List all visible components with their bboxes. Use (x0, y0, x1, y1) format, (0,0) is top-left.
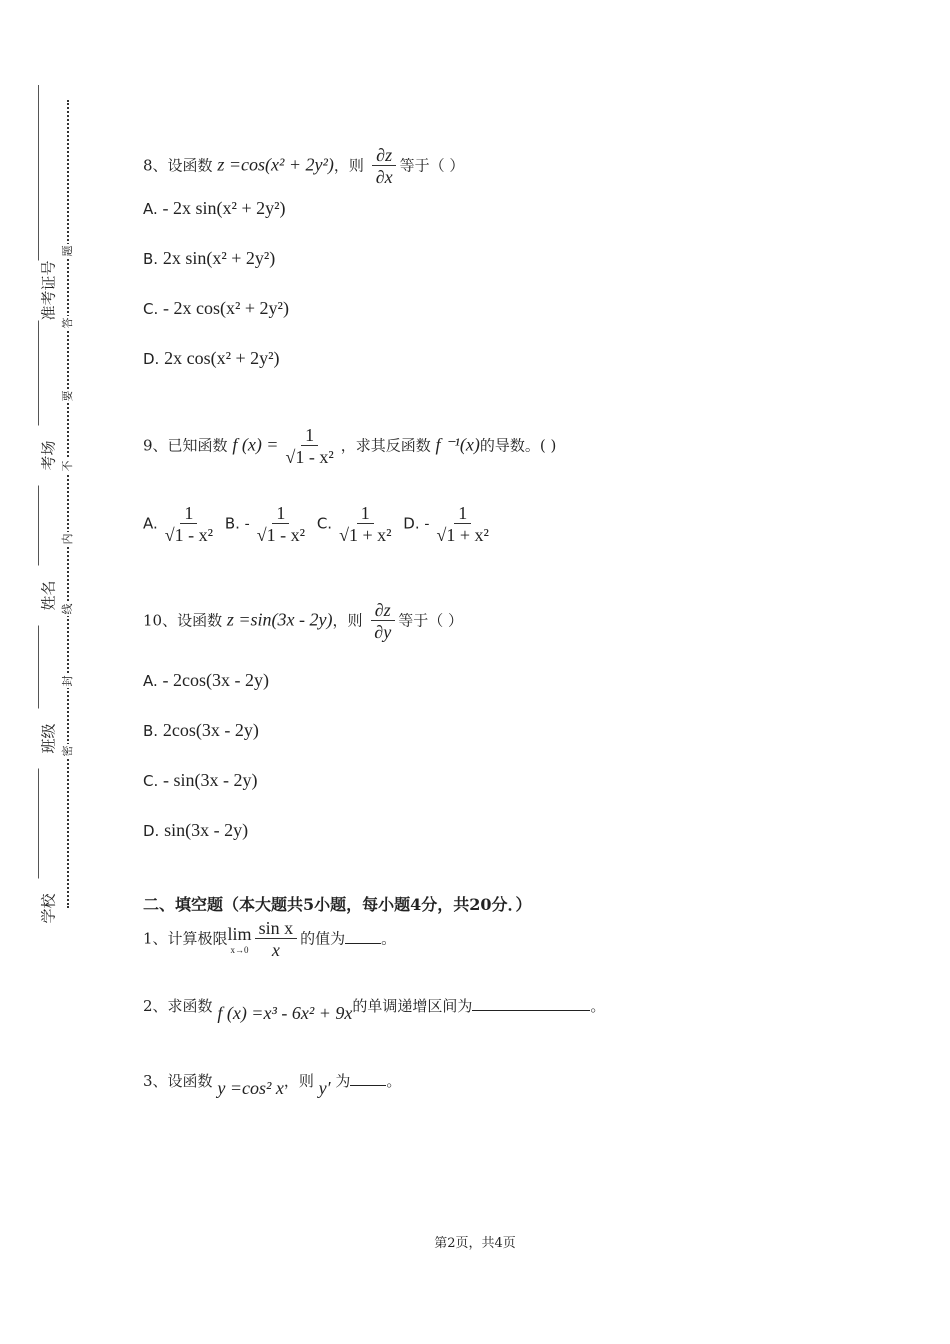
option-label: A. (143, 514, 158, 533)
option-label: D. (143, 350, 160, 368)
formula: y′ (318, 1078, 331, 1098)
denominator: √1 - x² (256, 525, 306, 545)
option-expr: 2cos(3x - 2y) (162, 720, 259, 740)
binding-line (38, 85, 39, 925)
sign: - (244, 514, 250, 533)
denominator: ∂y (374, 622, 392, 642)
numerator: ∂z (371, 600, 395, 621)
formula: f (x) =x³ - 6x² + 9x (217, 1003, 353, 1023)
sign: - (424, 514, 430, 533)
formula: y =cos² x (217, 1078, 284, 1098)
fraction (253, 503, 309, 546)
formula: f (x) = (232, 434, 279, 455)
q8-option-b (143, 248, 275, 269)
page-footer: 第2页，共4页 (434, 1236, 516, 1251)
formula: f ⁻¹(x) (435, 434, 480, 455)
q8-option-c (143, 298, 289, 319)
q-text: 10、设函数 (143, 611, 223, 630)
q-text: 的值为 (300, 929, 346, 948)
fraction (335, 503, 395, 546)
option-label: B. (224, 514, 240, 533)
numerator: 1 (301, 425, 318, 446)
denominator: √1 - x² (285, 447, 334, 467)
formula: z =cos(x² + 2y²) (217, 154, 334, 175)
q-text: 为 (335, 1072, 351, 1090)
limit (228, 924, 252, 955)
section-heading: 二、填空题（本大题共5小题，每小题4分，共20分．） (143, 895, 532, 914)
question-10 (143, 600, 463, 643)
seal-char: 密 (61, 745, 74, 757)
question-8 (143, 145, 464, 188)
q10-option-c (143, 770, 258, 791)
question-9 (143, 425, 556, 468)
q10-option-a (143, 670, 269, 691)
q-text: 。 (386, 1072, 402, 1090)
seal-char: 内 (61, 533, 74, 545)
q8-option-d (143, 348, 280, 369)
q-text: ，则 (333, 156, 364, 175)
fraction (370, 600, 395, 643)
option-label: C. (143, 300, 159, 318)
q-text: 等于（ ） (398, 611, 463, 630)
seal-char: 答 (61, 317, 74, 329)
option-label: B. (143, 722, 159, 740)
q8-option-a (143, 198, 285, 219)
q-text: 8、设函数 (143, 156, 213, 175)
q-text: 等于（ ） (399, 156, 465, 175)
lim: lim (227, 924, 252, 944)
answer-blank[interactable] (472, 996, 590, 1011)
denominator: x (271, 940, 280, 960)
option-expr: - 2x cos(x² + 2y²) (163, 298, 289, 318)
label-exam-room: 考场 (38, 426, 59, 486)
label-school: 学校 (38, 879, 59, 939)
option-label: D. (143, 822, 160, 840)
label-exam-number: 准考证号 (39, 260, 58, 321)
numerator: 1 (272, 503, 289, 524)
option-label: C. (143, 772, 159, 790)
q-text: 的导数。( ) (479, 436, 557, 455)
option-expr: 2x sin(x² + 2y²) (162, 248, 276, 268)
seal-char: 要 (61, 390, 74, 402)
fill-1 (143, 918, 396, 961)
fraction (372, 145, 397, 188)
option-expr: - 2x sin(x² + 2y²) (162, 198, 286, 218)
fraction (255, 918, 298, 961)
q-text: 1、计算极限 (143, 929, 228, 948)
q-text: 2、求函数 (143, 997, 213, 1015)
answer-blank[interactable] (345, 929, 381, 944)
denominator: √1 + x² (436, 525, 489, 545)
option-expr: - 2cos(3x - 2y) (162, 670, 270, 690)
seal-char: 不 (61, 460, 74, 472)
numerator: 1 (454, 503, 471, 524)
q-text: 的单调递增区间为 (352, 997, 473, 1015)
seal-char: 题 (61, 245, 74, 257)
seal-dotted-line (67, 100, 69, 908)
denominator: ∂x (375, 167, 393, 187)
option-label: A. (143, 672, 158, 690)
fraction (281, 425, 337, 468)
q-text: 。 (381, 929, 397, 948)
q-text: ，则 (283, 1072, 314, 1090)
q-text: ，则 (332, 611, 363, 630)
option-label: B. (143, 250, 159, 268)
q10-option-d (143, 820, 248, 841)
numerator: 1 (180, 503, 197, 524)
denominator: √1 + x² (339, 525, 392, 545)
fill-3 (143, 1070, 402, 1098)
option-label: A. (143, 200, 158, 218)
lim-sub: x→0 (230, 945, 249, 955)
label-name: 姓名 (38, 566, 59, 626)
numerator: sin x (255, 918, 298, 939)
q-text: ，求其反函数 (340, 436, 431, 455)
option-expr: - sin(3x - 2y) (163, 770, 258, 790)
q-text: 9、已知函数 (143, 436, 228, 455)
formula: z =sin(3x - 2y) (226, 609, 333, 630)
denominator: √1 - x² (164, 525, 214, 545)
numerator: 1 (357, 503, 374, 524)
option-label: C. (316, 514, 333, 533)
answer-blank[interactable] (350, 1071, 386, 1086)
option-expr: sin(3x - 2y) (164, 820, 249, 840)
q9-options (143, 503, 496, 546)
q10-option-b (143, 720, 259, 741)
option-label: D. (403, 514, 420, 533)
q-text: 3、设函数 (143, 1072, 213, 1090)
fraction (161, 503, 217, 546)
q-text: 。 (590, 997, 606, 1015)
seal-char: 封 (61, 675, 74, 687)
numerator: ∂z (372, 145, 396, 166)
option-expr: 2x cos(x² + 2y²) (164, 348, 280, 368)
fill-2 (143, 995, 606, 1023)
seal-char: 线 (61, 603, 74, 615)
fraction (432, 503, 492, 546)
label-class: 班级 (38, 709, 59, 769)
